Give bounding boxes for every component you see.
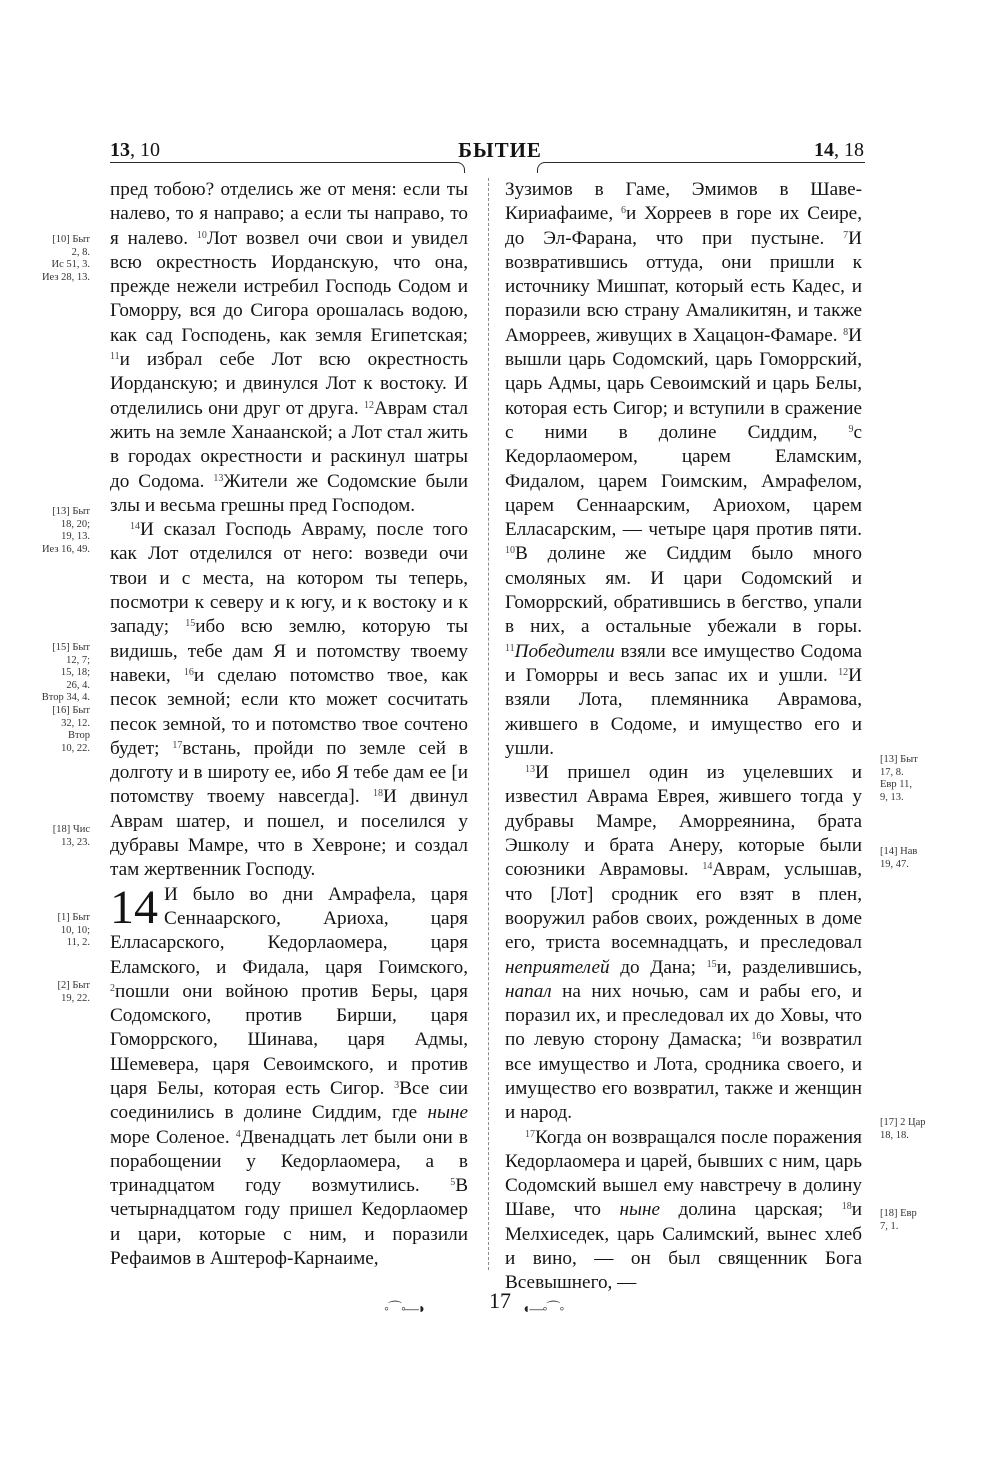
- header-rule-hook-right: [537, 162, 554, 173]
- header-rule-hook-left: [448, 162, 465, 173]
- margin-note-13-15: [15] Быт 12, 7; 15, 18; 26, 4. Втор 34, 4.: [41, 642, 90, 703]
- header-right-reference: [814, 138, 864, 162]
- paragraph-14-5-12: Зузимов в Гаме, Эмимов в Шаве-Кириафаиме, $^6$и Хорреев в горе их Сеире, до Эл-Фарана, что при пустыне. $^7$И возвратившись оттуда, они пришли к источнику Мишпат, который есть Кадес, и поразили всю страну Амаликитян, и также Аморреев, живущих в Хацацон-Фамаре. $^8$И вышли царь Содомский, царь Гоморрский, царь Адмы, царь Севоимский и царь Белы, которая есть Сигор; и вступили в сражение с ними в долине Сиддим, $^9$с Кедорлаомером, царем Еламским, Фидалом, царем Гоимским, Амрафелом, царем Сеннаарским, Ариохом, царем Елласарским, — четыре царя против пяти. $^{10}$В долине же Сиддим было много смоляных ям. И цари Содомский и Гоморрский, обратившись в бегство, упали в них, а остальные убежали в горы. $^{11}$Победители взяли все имущество Содома и Гоморры и весь запас их и ушли. $^{12}$И взяли Лота, племянника Аврамова, жившего в Содоме, и имущество его и ушли.: [505, 179, 863, 759]
- verse-number: 10: [505, 545, 515, 557]
- verse-number: 5: [450, 1177, 456, 1189]
- verse-number: 15: [706, 958, 717, 970]
- book-title: БЫТИЕ: [458, 138, 542, 162]
- verse-number: 12: [838, 666, 849, 678]
- verse-number: 11: [505, 642, 515, 654]
- margin-note-13-13: [13] Быт 18, 20; 19, 13. Иез 16, 49.: [41, 506, 90, 555]
- margin-note-14-14: [14] Нав 19, 47.: [880, 846, 918, 870]
- verse-number: 18: [373, 788, 384, 800]
- margin-note-13-16: [16] Быт 32, 12. Втор 10, 22.: [52, 705, 90, 754]
- verse-number: 12: [364, 399, 375, 411]
- verse-number: 2: [110, 982, 115, 994]
- italic-word: ныне: [427, 1102, 468, 1124]
- chapter-number: 14: [110, 880, 158, 934]
- verse-number: 18: [841, 1201, 852, 1213]
- ornament-right: ◖—◦⌒◦: [522, 1302, 564, 1317]
- header-left-verse: , 10: [130, 139, 160, 161]
- verse-number: 4: [235, 1128, 241, 1140]
- verse-number: 11: [110, 351, 120, 363]
- verse-number: 15: [185, 618, 196, 630]
- verse-number: 3: [394, 1079, 400, 1091]
- verse-number: 9: [848, 423, 854, 435]
- verse-number: 16: [183, 666, 194, 678]
- verse-number: 7: [843, 229, 849, 241]
- header-right-chapter: 14: [814, 139, 834, 161]
- paragraph-14-17-18: $^{17}$Когда он возвращался после поражения Кедорлаомера и царей, бывших с ним, царь Содомский вышел ему навстречу в долину Шаве, что ныне долина царская; $^{18}$и Мелхиседек, царь Салимский, вынес хлеб и вино, — он был священник Бога Всевышнего, —: [505, 1126, 863, 1294]
- text-column-left: [110, 178, 468, 1271]
- paragraph-chapter-14-start: 14 И было во дни Амрафела, царя Сеннаарского, Ариоха, царя Елласарского, Кедорлаомера, царя Еламского, и Фидала, царя Гоимского, $^2$пошли они войною против Беры, царя Содомского, против Бирши, царя Гоморрского, Шинава, царя Адмы, Шемевера, царя Севоимского, и против царя Белы, которая есть Сигор. $^3$Все сии соединились в долине Сиддим, где ныне море Соленое. $^4$Двенадцать лет были они в порабощении у Кедорлаомера, а в тринадцатом году возмутились. $^5$В четырнадцатом году пришел Кедорлаомер и цари, которые с ним, и поразили Рефаимов в Аштероф-Карнаиме,: [110, 880, 468, 1270]
- margin-note-14-18: [18] Евр 7, 1.: [880, 1208, 917, 1232]
- margin-note-14-2: [2] Быт 19, 22.: [57, 980, 90, 1004]
- verse-number: 13: [213, 472, 224, 484]
- verse-number: 14: [702, 861, 713, 873]
- verse-number: 10: [196, 229, 207, 241]
- verse-number: 8: [843, 326, 849, 338]
- column-divider: [488, 178, 489, 1270]
- italic-word: ныне: [619, 1199, 660, 1221]
- ornament-left: ◦⌒◦—◗: [384, 1302, 426, 1317]
- verse-number: 17: [525, 1128, 535, 1140]
- header-left-chapter: 13: [110, 139, 130, 161]
- verse-number: 16: [751, 1031, 762, 1043]
- paragraph-13-14-18: $^{14}$И сказал Господь Авраму, после того как Лот отделился от него: возведи очи твои и с места, на котором ты теперь, посмотри к северу и к югу, и к востоку и к западу; $^{15}$ибо всю землю, которую ты видишь, тебе дам Я и потомству твоему навеки, $^{16}$и сделаю потомство твое, как песок земной; если кто может сосчитать песок земной, то и потомство твое сочтено будет; $^{17}$встань, пройди по земле сей в долготу и в широту ее, ибо Я тебе дам ее [и потомству твоему навсегда]. $^{18}$И двинул Аврам шатер, и пошел, и поселился у дубравы Мамре, что в Хевроне; и создал там жертвенник Господу.: [110, 519, 469, 881]
- verse-number: 17: [172, 739, 183, 751]
- verse-number: 13: [525, 764, 535, 776]
- paragraph-13-9-13: пред тобою? отделись же от меня: если ты налево, то я направо; а если ты направо, то я налево. $^{10}$Лот возвел очи свои и увидел всю окрестность Иорданскую, что она, прежде нежели истребил Господь Содом и Гоморру, вся до Сигора орошалась водою, как сад Господень, как земля Египетская; $^{11}$и избрал себе Лот всю окрестность Иорданскую; и двинулся Лот к востоку. И отделились они друг от друга. $^{12}$Аврам стал жить на земле Ханаанской; а Лот стал жить в городах окрестности и раскинул шатры до Содома. $^{13}$Жители же Содомские были злы и весьма грешны пред Господом.: [110, 179, 469, 516]
- margin-note-14-1: [1] Быт 10, 10; 11, 2.: [57, 912, 90, 948]
- verse-number: 14: [130, 521, 140, 533]
- page-number: 17: [489, 1288, 511, 1313]
- margin-note-14-13: [13] Быт 17, 8. Евр 11, 9, 13.: [880, 754, 918, 803]
- header-rule-right: [545, 162, 865, 163]
- header-rule-left: [110, 162, 455, 163]
- paragraph-14-13-16: $^{13}$И пришел один из уцелевших и известил Аврама Еврея, жившего тогда у дубравы Мамре, Аморреянина, брата Эшколу и брата Анеру, которые были союзники Аврамовы. $^{14}$Аврам, услышав, что [Лот] сродник его взят в плен, вооружил рабов своих, рожденных в доме его, триста восемнадцать, и преследовал неприятелей до Дана; $^{15}$и, разделившись, напал на них ночью, сам и рабы его, и поразил их, и преследовал их до Ховы, что по левую сторону Дамаска; $^{16}$и возвратил все имущество и Лота, сродника своего, и имущество его возвратил, также и женщин и народ.: [505, 762, 862, 1124]
- italic-word: Победители: [514, 640, 615, 662]
- margin-note-13-18: [18] Чис 13, 23.: [52, 824, 90, 848]
- header-right-verse: , 18: [834, 139, 864, 161]
- text-column-right: [505, 178, 862, 1296]
- margin-note-14-17: [17] 2 Цар 18, 18.: [880, 1117, 926, 1141]
- italic-word: напал: [505, 980, 552, 1002]
- margin-note-13-10: [10] Быт 2, 8. Ис 51, 3. Иез 28, 13.: [41, 234, 90, 283]
- italic-word: неприятелей: [505, 956, 610, 978]
- verse-number: 6: [621, 205, 627, 217]
